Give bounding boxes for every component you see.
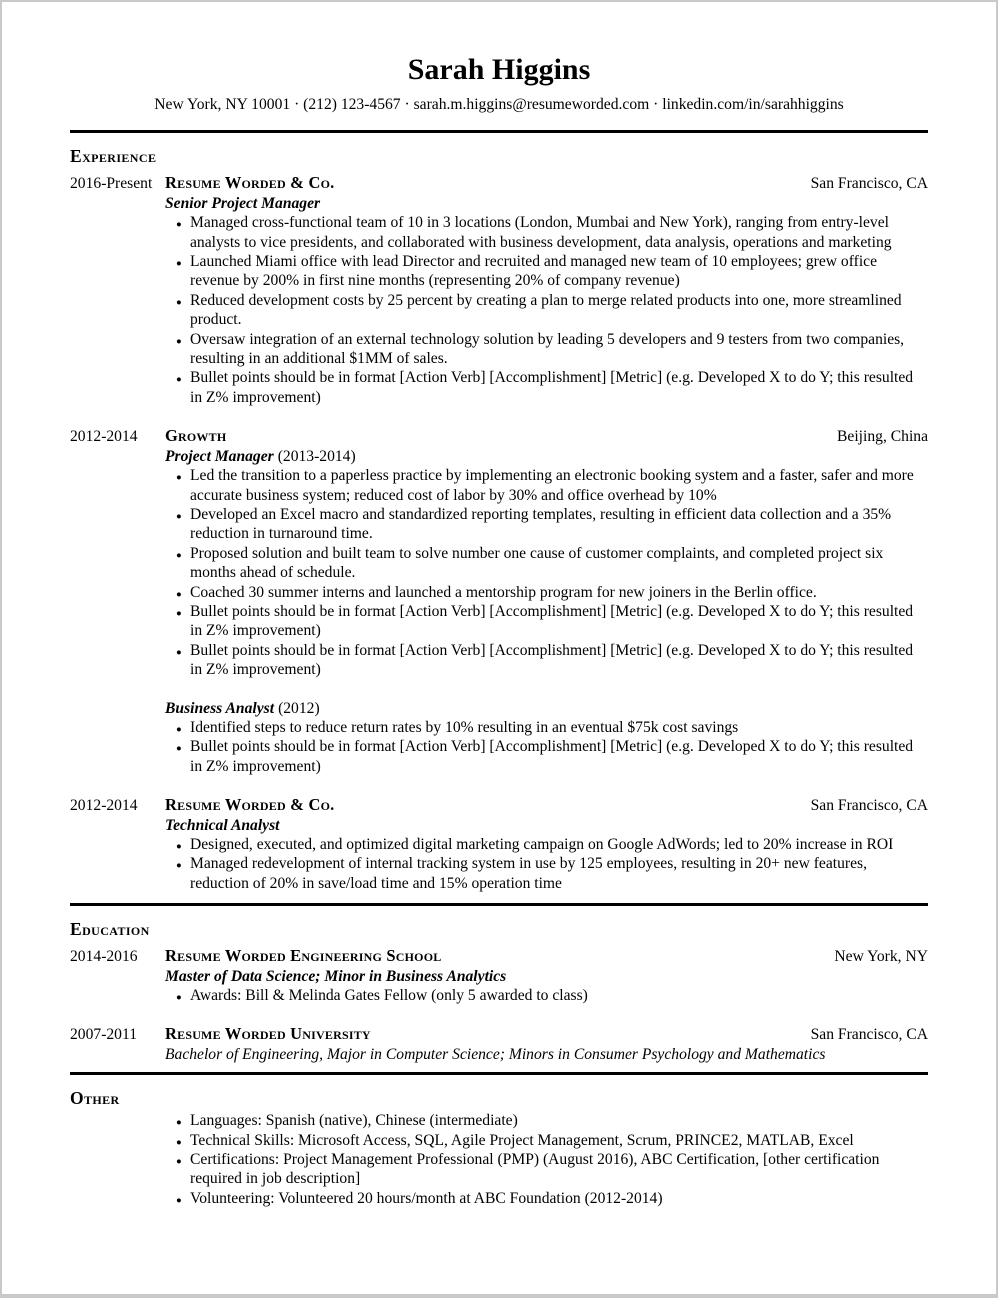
bullet-item: ● Bullet points should be in format [Action Verb] [Accomplishment] [Metric] (e.g. Developed X to do Y; this resulted in Z% improvement)	[177, 368, 928, 407]
education-entry	[70, 1024, 928, 1064]
entry-location: Beijing, China	[837, 428, 928, 446]
entry-header	[70, 795, 928, 815]
bullet-item: ● Bullet points should be in format [Action Verb] [Accomplishment] [Metric] (e.g. Developed X to do Y; this resulted in Z% improvement)	[177, 737, 928, 776]
bullet-list	[165, 718, 928, 776]
entry-location: San Francisco, CA	[810, 1026, 928, 1044]
entry-body	[165, 447, 928, 777]
bullet-item: ● Technical Skills: Microsoft Access, SQL, Agile Project Management, Scrum, PRINCE2, MATLAB, Excel	[177, 1131, 928, 1150]
role-block	[165, 699, 928, 777]
role-line	[165, 816, 928, 835]
bullet-item: ● Proposed solution and built team to solve number one cause of customer complaints, and completed project six months ahead of schedule.	[177, 544, 928, 583]
bullet-item: ● Oversaw integration of an external technology solution by leading 5 developers and 9 testers from two companies, resulting in an additional $1MM of sales.	[177, 330, 928, 369]
entry-school: Resume Worded Engineering School	[165, 946, 442, 966]
role-title: Business Analyst	[165, 699, 275, 717]
entry-company: Growth	[165, 426, 227, 446]
entry-dates: 2012-2014	[70, 797, 138, 815]
section-title-other: Other	[70, 1088, 120, 1109]
bullet-item: ● Managed cross-functional team of 10 in 3 locations (London, Mumbai and New York), ranging from entry-level analysts to vice presidents, and collaborated with business development, data analysis, operations and marketing	[177, 213, 928, 252]
bullet-item: ● Led the transition to a paperless practice by implementing an electronic booking system and a faster, safer and more accurate business system; reduced cost of labor by 30% and office overhead by 10%	[177, 466, 928, 505]
entry-body	[165, 816, 928, 894]
role-title: Project Manager	[165, 447, 274, 465]
entry-header	[70, 426, 928, 446]
bullet-item: ● Coached 30 summer interns and launched a mentorship program for new joiners in the Berlin office.	[177, 583, 928, 602]
section-title-education: Education	[70, 919, 150, 940]
role-block	[165, 194, 928, 407]
entry-location: San Francisco, CA	[810, 797, 928, 815]
entry-dates: 2016-Present	[70, 175, 153, 193]
role-date: (2012)	[278, 699, 320, 717]
bullet-item: ● Identified steps to reduce return rates by 10% resulting in an eventual $75k cost savings	[177, 718, 928, 737]
bullet-item: ● Languages: Spanish (native), Chinese (intermediate)	[177, 1111, 928, 1130]
role-line	[165, 447, 928, 466]
role-block	[165, 447, 928, 680]
entry-school: Resume Worded University	[165, 1024, 371, 1044]
resume-name: Sarah Higgins	[407, 53, 591, 86]
role-line	[165, 699, 928, 718]
section-title-experience: Experience	[70, 146, 157, 167]
bullet-item: ● Certifications: Project Management Professional (PMP) (August 2016), ABC Certification, [other certification required in job description]	[177, 1150, 928, 1189]
entry-company: Resume Worded & Co.	[165, 173, 335, 193]
entry-body	[165, 194, 928, 407]
education-entry	[70, 946, 928, 1005]
experience-entry	[70, 173, 928, 407]
entry-dates: 2014-2016	[70, 948, 138, 966]
other-body	[165, 1111, 928, 1208]
header-divider-rule	[70, 130, 928, 133]
role-title: Senior Project Manager	[165, 194, 321, 212]
bullet-item: ● Launched Miami office with lead Director and recruited and managed new team of 10 employees; grew office revenue by 200% in first nine months (representing 20% of company revenue)	[177, 252, 928, 291]
section-divider-rule	[70, 1072, 928, 1075]
contact-line: New York, NY 10001 · (212) 123-4567 · sarah.m.higgins@resumeworded.com · linkedin.com/in/sarahhiggins	[154, 96, 844, 113]
entry-header	[70, 1024, 928, 1044]
bullet-list	[165, 213, 928, 407]
bullet-item: ● Managed redevelopment of internal tracking system in use by 125 employees, resulting in 20+ new features, reduction of 20% in save/load time and 15% operation time	[177, 854, 928, 893]
bullet-list	[165, 986, 928, 1005]
bullet-list	[165, 466, 928, 679]
entry-company: Resume Worded & Co.	[165, 795, 335, 815]
bullet-item: ● Developed an Excel macro and standardized reporting templates, resulting in efficient data collection and a 35% reduction in turnaround time.	[177, 505, 928, 544]
degree-line: Bachelor of Engineering, Major in Computer Science; Minors in Consumer Psychology and Mathematics	[165, 1045, 826, 1063]
bullet-item: ● Reduced development costs by 25 percent by creating a plan to merge related products into one, more streamlined product.	[177, 291, 928, 330]
entry-header	[70, 946, 928, 966]
entry-location: San Francisco, CA	[810, 175, 928, 193]
role-date: (2013-2014)	[277, 447, 356, 465]
bullet-list	[165, 835, 928, 893]
degree-line: Master of Data Science; Minor in Business Analytics	[165, 967, 507, 985]
bullet-item: ● Bullet points should be in format [Action Verb] [Accomplishment] [Metric] (e.g. Developed X to do Y; this resulted in Z% improvement)	[177, 602, 928, 641]
experience-entry	[70, 426, 928, 776]
entry-body	[165, 1045, 928, 1064]
entry-body	[165, 967, 928, 1006]
entry-dates: 2012-2014	[70, 428, 138, 446]
role-title: Technical Analyst	[165, 816, 280, 834]
entry-location: New York, NY	[834, 948, 928, 966]
entry-header	[70, 173, 928, 193]
bullet-item: ● Volunteering: Volunteered 20 hours/month at ABC Foundation (2012-2014)	[177, 1189, 928, 1208]
bullet-item: ● Designed, executed, and optimized digital marketing campaign on Google AdWords; led to 20% increase in ROI	[177, 835, 928, 854]
bullet-list	[165, 1111, 928, 1208]
experience-entry	[70, 795, 928, 893]
bullet-item: ● Bullet points should be in format [Action Verb] [Accomplishment] [Metric] (e.g. Developed X to do Y; this resulted in Z% improvement)	[177, 641, 928, 680]
role-line	[165, 194, 928, 213]
bullet-item: ● Awards: Bill & Melinda Gates Fellow (only 5 awarded to class)	[177, 986, 928, 1005]
entry-dates: 2007-2011	[70, 1026, 137, 1044]
role-block	[165, 816, 928, 894]
section-divider-rule	[70, 903, 928, 906]
